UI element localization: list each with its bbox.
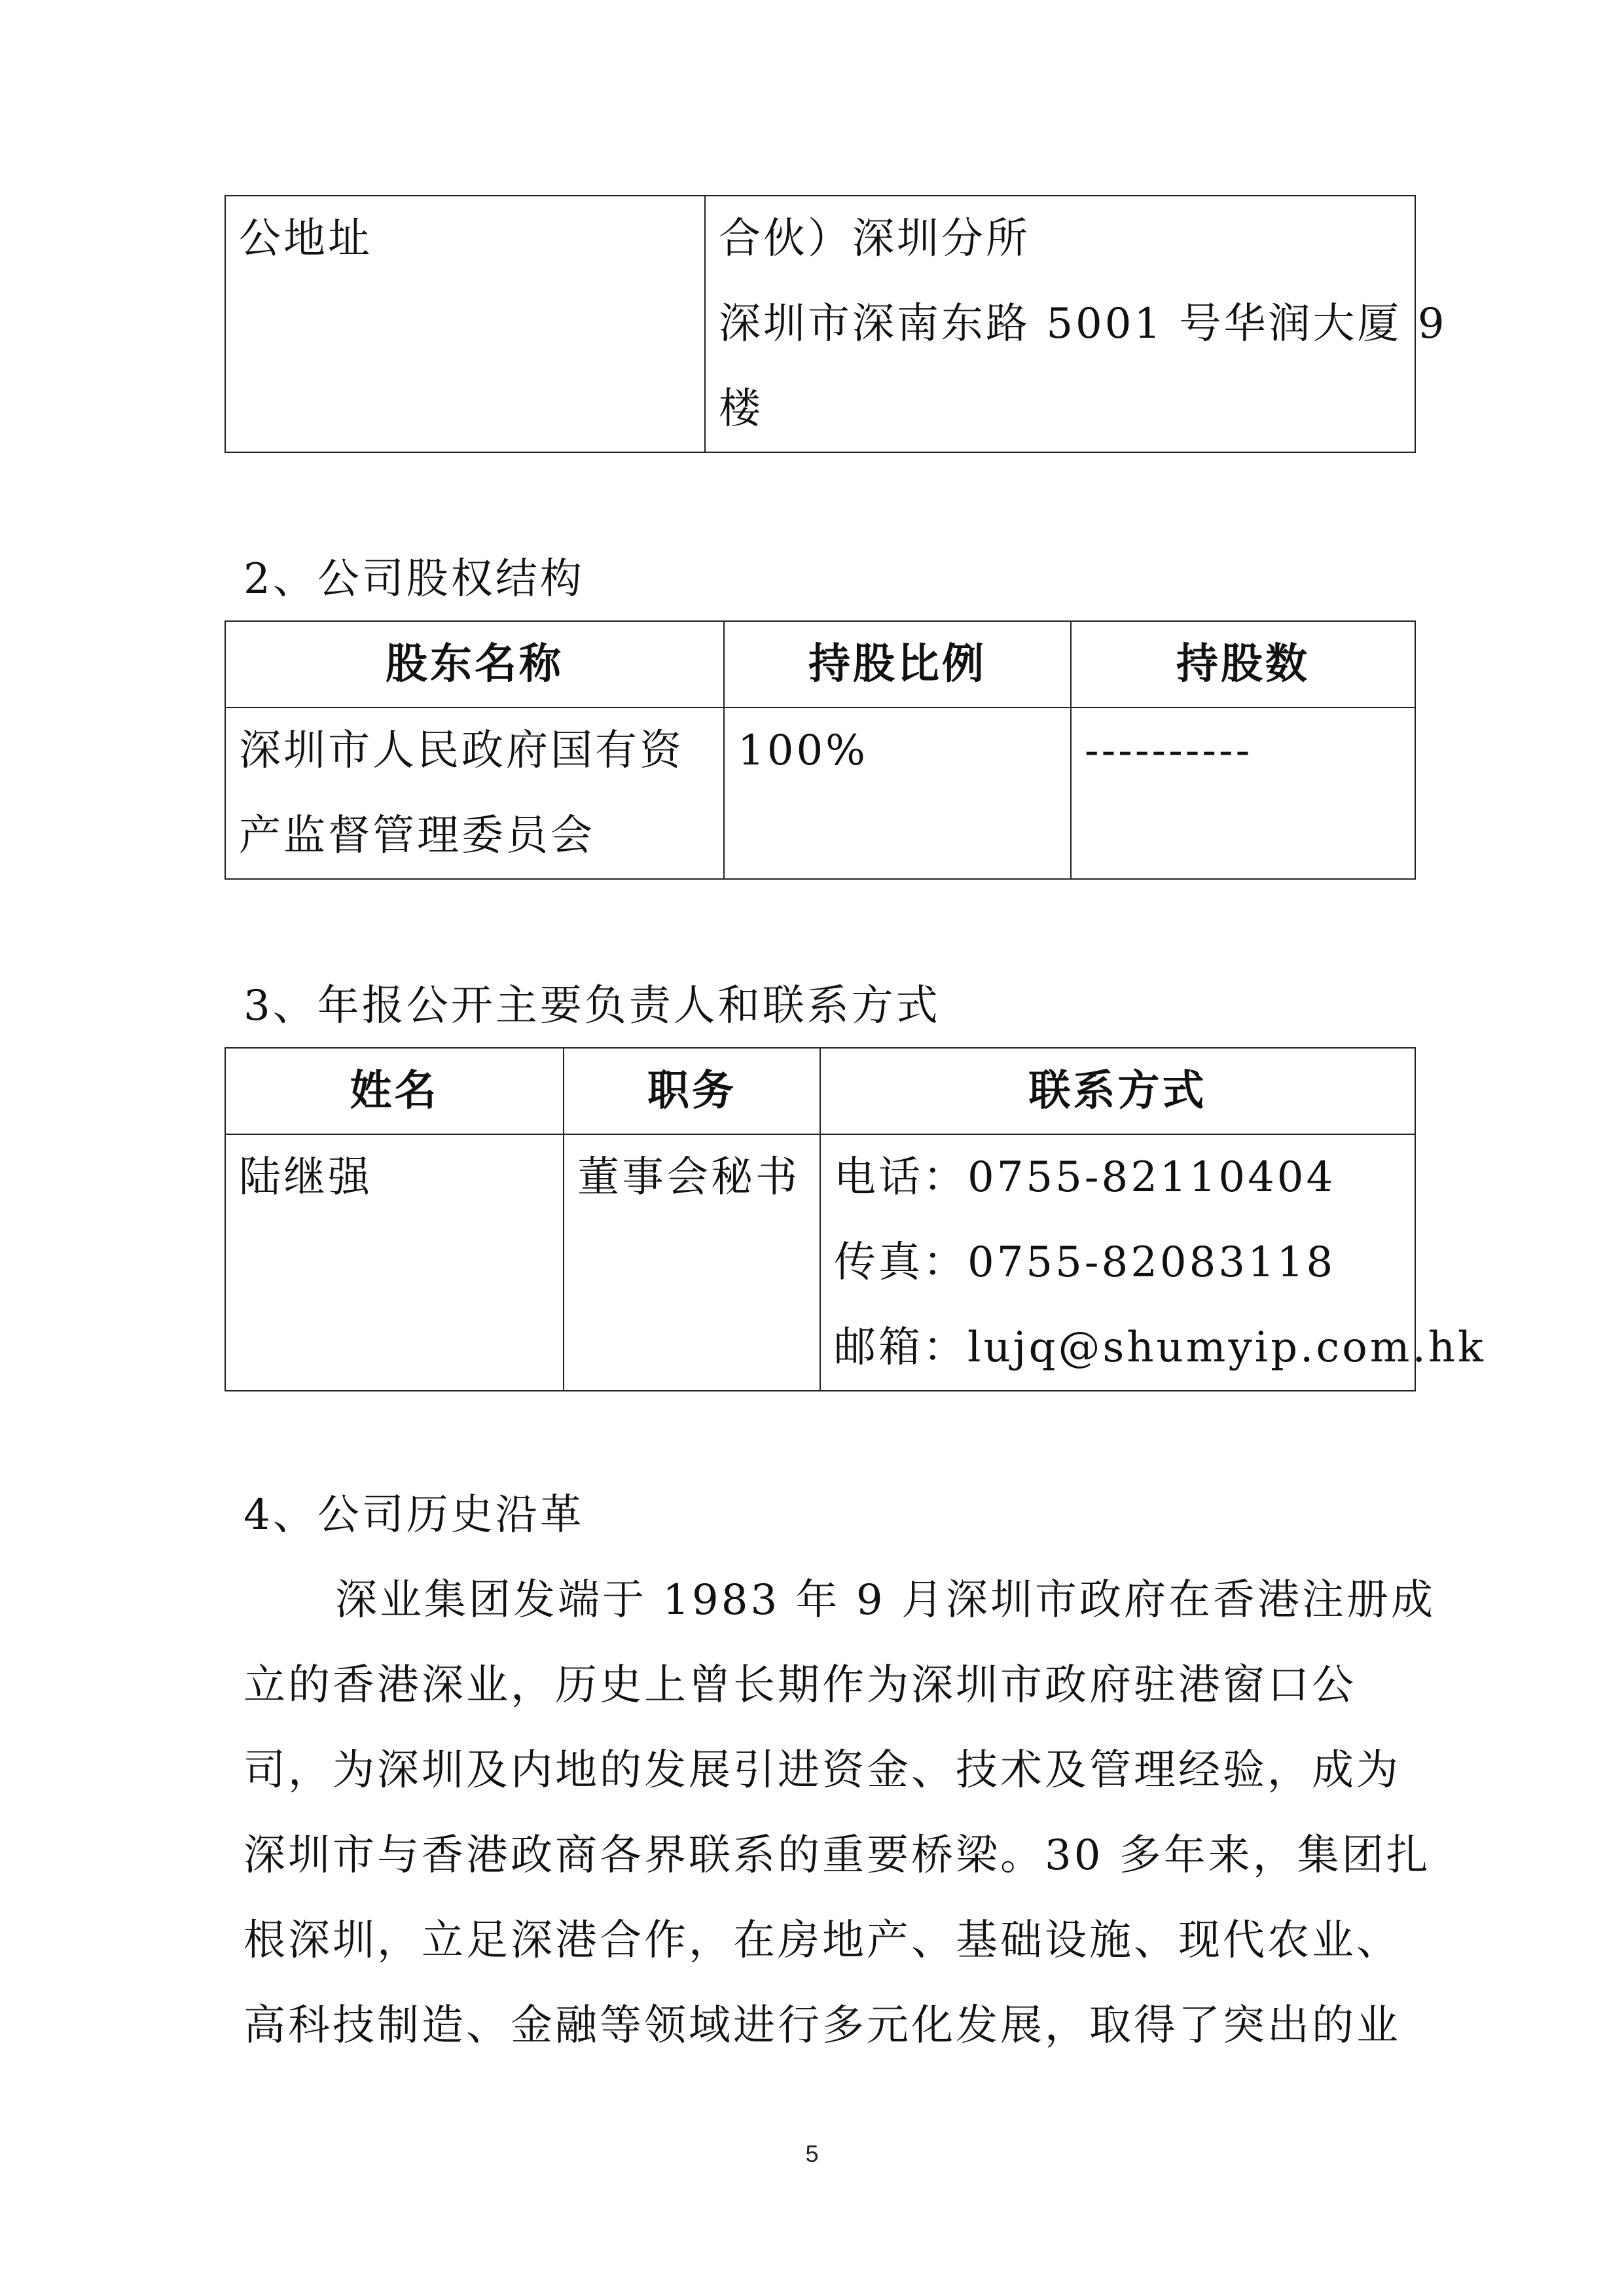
equity-table xyxy=(225,620,1416,880)
column-header: 姓名 xyxy=(225,1048,564,1134)
paragraph-line: 深业集团发端于 1983 年 9 月深圳市政府在香港注册成 xyxy=(335,1576,1435,1624)
table-row xyxy=(225,1134,1415,1391)
section-heading-contacts: 3、年报公开主要负责人和联系方式 xyxy=(244,982,941,1030)
section-heading-equity: 2、公司股权结构 xyxy=(244,555,585,603)
address-line: 深圳市深南东路 5001 号华润大厦 9 xyxy=(719,300,1447,348)
contact-table xyxy=(225,1047,1486,1391)
address-table xyxy=(225,195,1447,453)
column-header: 持股比例 xyxy=(724,621,1071,708)
shareholder-name-line: 深圳市人民政府国有资 xyxy=(239,726,684,775)
address-label: 公地址 xyxy=(239,215,372,263)
paragraph-line: 司，为深圳及内地的发展引进资金、技术及管理经验，成为 xyxy=(244,1746,1401,1795)
address-line: 合伙）深圳分所 xyxy=(719,215,1030,263)
share-ratio-cell xyxy=(724,708,1071,879)
person-name-cell xyxy=(225,1134,564,1391)
paragraph-line: 立的香港深业，历史上曾长期作为深圳市政府驻港窗口公 xyxy=(244,1661,1356,1710)
email-address: 邮箱：lujq@shumyip.com.hk xyxy=(834,1323,1486,1372)
paragraph-line: 深圳市与香港政商各界联系的重要桥梁。30 多年来，集团扎 xyxy=(244,1831,1431,1880)
page-number: 5 xyxy=(805,2140,819,2167)
person-name: 陆继强 xyxy=(239,1153,372,1202)
phone-number: 电话：0755-82110404 xyxy=(834,1153,1336,1202)
section-heading-history: 4、公司历史沿革 xyxy=(244,1491,585,1539)
share-ratio: 100% xyxy=(738,726,868,775)
paragraph-line: 根深圳，立足深港合作，在房地产、基础设施、现代农业、 xyxy=(244,1916,1401,1965)
table-header-row xyxy=(225,1048,1415,1134)
column-header: 持股数 xyxy=(1071,621,1415,708)
table-row xyxy=(225,708,1415,879)
address-value-cell xyxy=(705,196,1447,452)
person-title: 董事会秘书 xyxy=(577,1153,800,1202)
address-line: 楼 xyxy=(719,385,763,433)
column-header: 联系方式 xyxy=(820,1048,1415,1134)
shareholder-name-line: 产监督管理委员会 xyxy=(239,812,595,860)
shareholder-name-cell xyxy=(225,708,724,879)
address-label-cell xyxy=(225,196,705,452)
history-paragraph xyxy=(244,1558,1435,2068)
share-count: ---------- xyxy=(1085,726,1253,775)
table-row xyxy=(225,196,1415,452)
share-count-cell xyxy=(1071,708,1415,879)
paragraph-line: 高科技制造、金融等领域进行多元化发展，取得了突出的业 xyxy=(244,2001,1401,2050)
table-header-row xyxy=(225,621,1415,708)
fax-number: 传真：0755-82083118 xyxy=(834,1238,1336,1287)
column-header: 股东名称 xyxy=(225,621,724,708)
contact-info-cell xyxy=(820,1134,1486,1391)
column-header: 职务 xyxy=(564,1048,820,1134)
person-title-cell xyxy=(564,1134,820,1391)
